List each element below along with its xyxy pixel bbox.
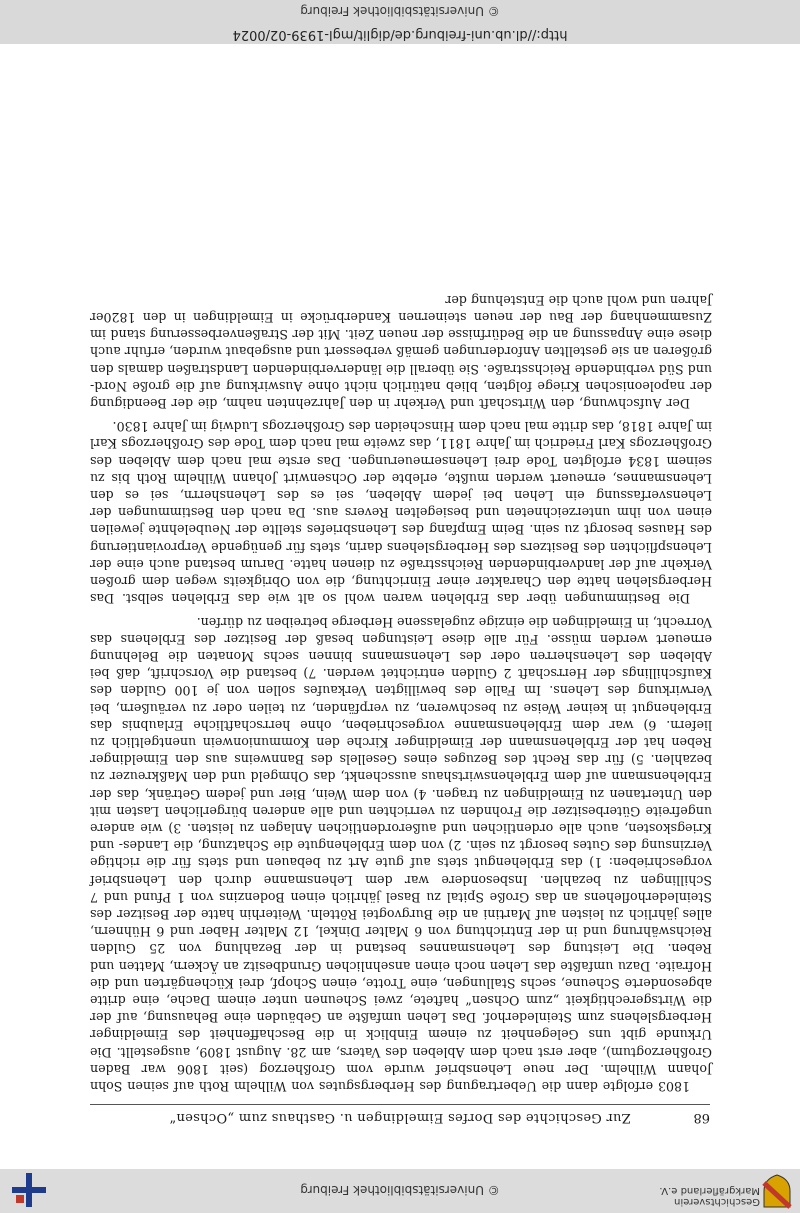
copyright-credit: © Universitätsbibliothek Freiburg [300,4,500,18]
paragraph: 1803 erfolgte dann die Uebertragung des Herbergsgutes von Wilhelm Roth auf seinen Sohn Johann Wilhelm. Der neue Lehensbrief wurde vom Großherzog (seit 1806 war Baden Großherzogtum), aber erst nach dem Ableben des Vaters, am 28. August 1809, ausgestellt. Die Urkunde gibt uns Gelegenheit zu einem Einblick in die Beschaffenheit des Eimeldinger Herbergslehens zum Steinlederhof. Das Lehen umfaßte an Gebäuden eine Behausung, auf der die Wirtsgerechtigkeit „zum Ochsen“ haftete, zwei Scheunen unter einem Dache, eine dritte abgesonderte Scheune, sechs Stallungen, eine Trotte, einen Schopf, drei Küchengärten und die Hofraite. Dazu umfaßte das Lehen noch einen ansehnlichen Grundbesitz an Äckern, Matten und Reben. Die Leistung des Lehensmannes bestand in der Bezahlung von 25 Gulden Reichswährung und in der Entrichtung von 6 Malter Dinkel, 12 Malter Haber und 6 Hühnern, alles jährlich zu leisten auf Martini an die Burgvogtei Rötteln. Weiterhin hatte der Besitzer des Steinlederhoflehens an das Große Spital zu Basel jährlich einen Bodenzins von 1 Pfund und 7 Schillingen zu bezahlen. Insbesondere war dem Lehensmanne durch den Lehensbrief vorgeschrieben: 1) das Erblehengut stets auf gute Art zu bebauen und stets für die richtige Verzinsung des Gutes besorgt zu sein. 2) von dem Erblehengute die Schatzung, die Landes- und Kriegskosten, auch alle ordentlichen und außerordentlichen Anlagen zu leisten. 3) wie andere ungefreite Güterbesitzer die Frohnden zu verrichten und alle anderen bürgerlichen Lasten mit den Untertanen zu Eimeldingen zu tragen. 4) von dem Wein, Bier und jedem Getränk, das der Erblehensmann auf dem Erblehenswirtshaus ausschenkt, das Ohmgeld und den Maßkreuzer zu bezahlen. 5) für das Recht des Bezuges eines Gesellels des Bannweins aus den Eimeldinger Reben hat der Erblehensmann der Eimeldinger Kirche den Kommunionwein unentgeltlich zu liefern. 6) war dem Erblehensmanne vorgeschrieben, ohne herrschaftliche Erlaubnis das Erblehengut in keiner Weise zu beschweren, zu verpfänden, zu teilen oder zu veräußern, bei Verwirkung des Lehens. Im Falle des bewilligten Verkaufes sollen von je 100 Gulden des Kaufschillings der Herrschaft 2 Gulden entrichtet werden. 7) bestand die Vorschrift, daß bei Ableben des Lehensherren oder des Lehensmanns binnen sechs Monaten die Belehnung erneuert werden müsse. Für alle diese Leistungen besaß der Besitzer des Erblehens das Vorrecht, in Eimeldingen die einzige zugelassene Herberge betreiben zu dürfen. [90,614,712,1094]
body-text [90,286,712,1095]
paragraph: Der Aufschwung, den Wirtschaft und Verkehr in den Jahrzehnten nahm, die der Beendigung der napoleonischen Kriege folgten, blieb natürlich nicht ohne Auswirkung auf die große Nord- und Süd verbindende Reichsstraße. Sie überall die länderverbindenden Landstraßen damals den größeren an sie gestellten Anforderungen gemäß verbessert und ausgebaut wurden, erfuhr auch diese eine Anpassung an die Bedürfnisse der neuen Zeit. Mit der Straßenverbesserung stand im Zusammenhang der Bau der neuen steinernen Kanderbrücke in Eimeldingen in den 1820er Jahren und wohl auch die Entstehung der [90,292,712,412]
top-banner [0,1169,800,1213]
bottom-banner [0,0,800,44]
header-rule [90,1104,710,1105]
running-title: Zur Geschichte des Dorfes Eimeldingen u. Gasthaus zum „Ochsen“ [169,1110,631,1125]
association-name: Geschichtsverein Markgräflerland e.V. [659,1185,760,1207]
paragraph: Die Bestimmungen über das Erblehen waren wohl so alt wie das Erblehen selbst. Das Herbergslehen hatte den Charakter einer Einrichtung, die von Obrigkeits wegen dem großen Verkehr auf der landverbindenden Reichsstraße zu dienen hatte. Darum bestand auch eine der Lehenspflichten des Besitzers des Herbergslehens darin, stets für genügende Verproviantierung des Hauses besorgt zu sein. Beim Empfang des Lehensbriefes stellte der Neubelehnte jeweilen einen von ihm unterzeichneten und besiegelten Revers aus. Da nach den Bestimmungen der Lehensverfassung ein Lehen bei jedem Ableben, sei es des Lehensherrn, sei es den Lehensmannes, erneuert werden mußte, erlebte der Ochsenwirt Johann Wilhelm Roth bis zu seinem 1834 erfolgten Tode drei Lehenserneuerungen. Das erste mal nach dem Ableben des Großherzogs Karl Friedrich im Jahre 1811, das zweite mal nach dem Tode des Großherzogs Karl im Jahre 1818, das dritte mal nach dem Hinscheiden des Großherzogs Ludwig im Jahre 1830. [90,419,712,607]
copyright-credit: © Universitätsbibliothek Freiburg [300,1183,500,1197]
page-number: 68 [693,1110,710,1125]
source-url[interactable]: http://dl.ub.uni-freiburg.de/diglit/mgl-1939-02/0024 [232,27,568,42]
university-logo-icon [12,1173,46,1207]
